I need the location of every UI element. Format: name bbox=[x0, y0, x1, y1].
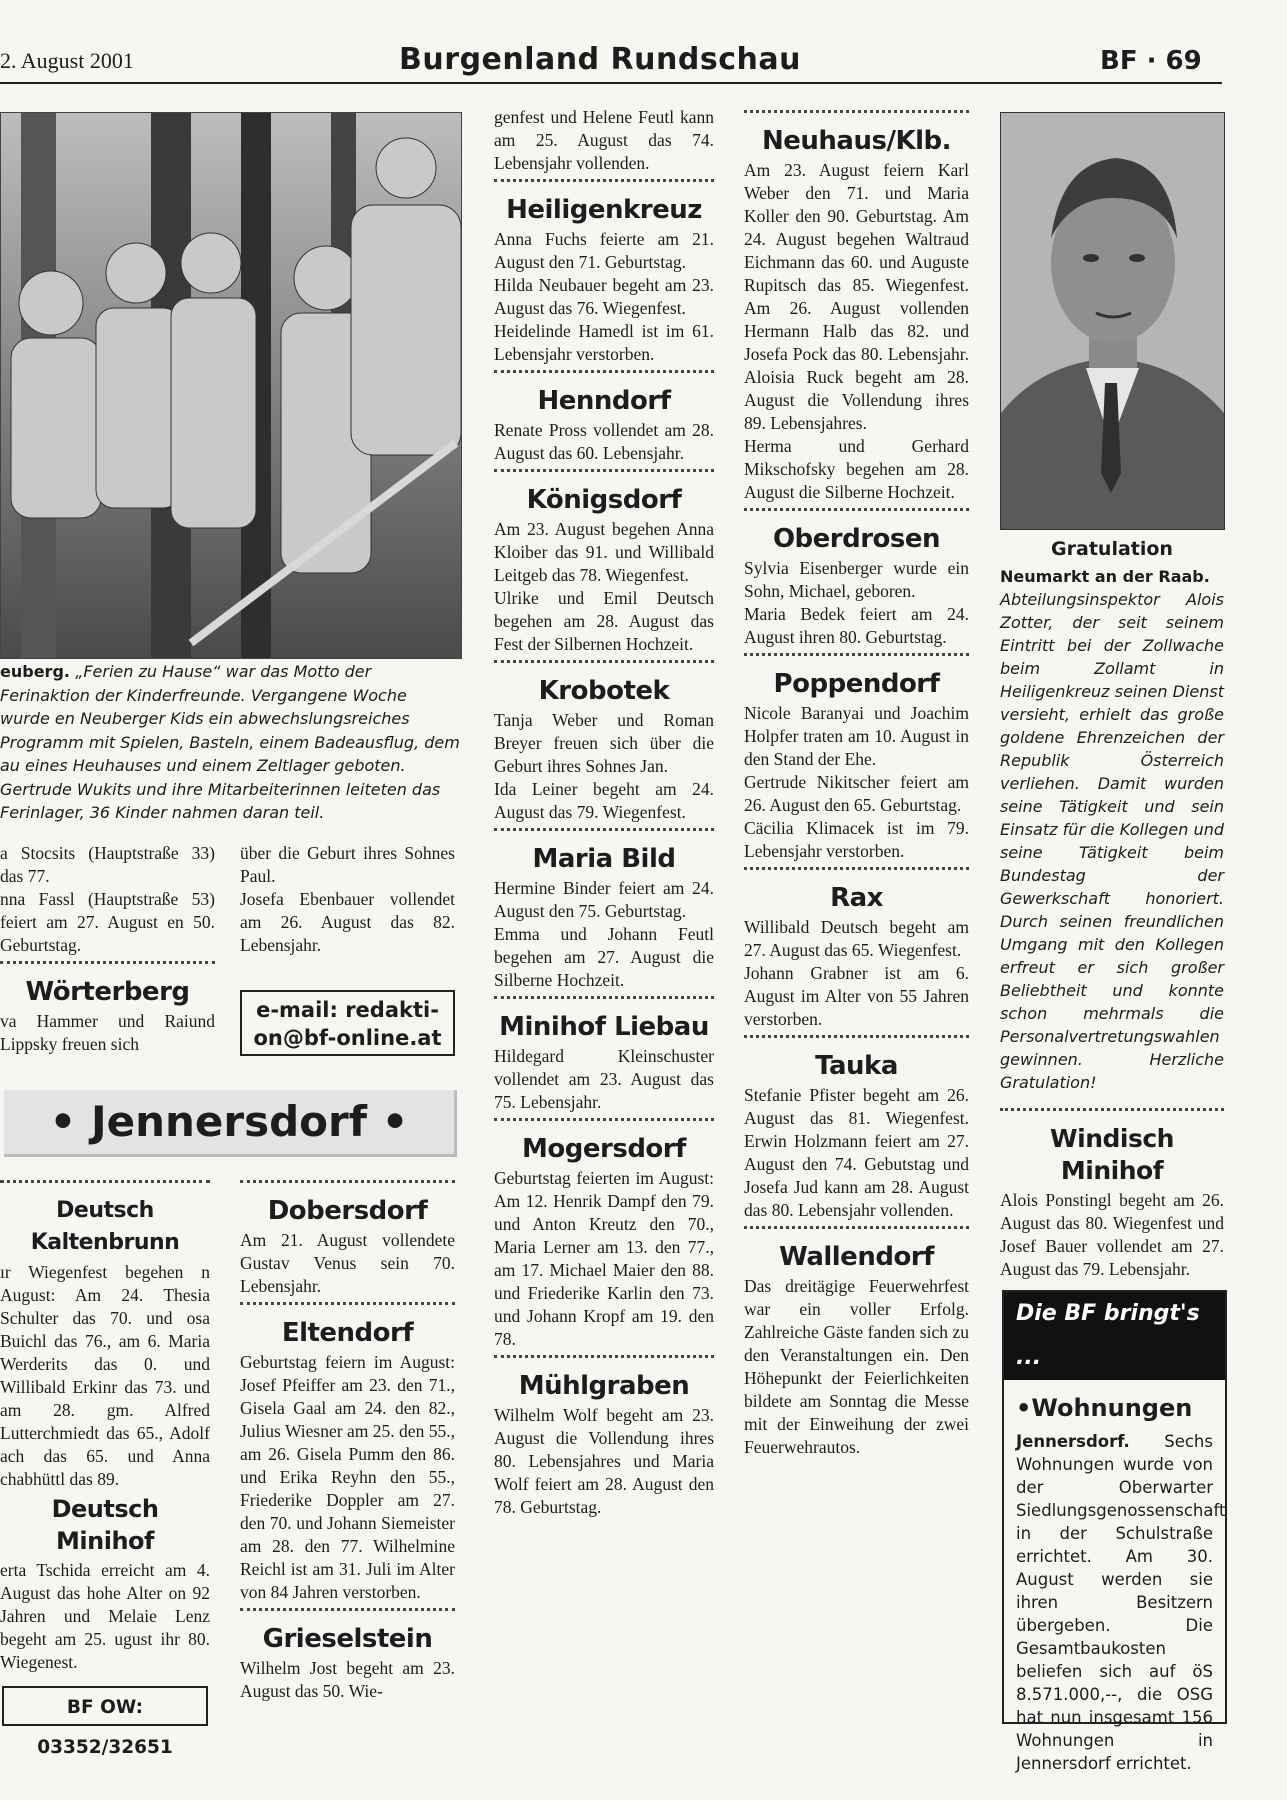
paragraph: Geburtstag feiern im August: Josef Pfeiffer am 23. den 71., Gisela Gaal am 24. den 82., Julius Wiesner am 25. den 55., am 26. Gisela Pumm den 86. und Erika Reyhn den 55., Friederike Doppler am 27. den 70. und Johann Siemeister am 28. den 77. Wilhelmine Reichl ist am 31. Juli im Alter von 84 Jahren verstorben. bbox=[240, 1352, 455, 1602]
dotted-separator bbox=[0, 961, 215, 974]
section-title-grieselstein: Grieselstein bbox=[262, 1624, 433, 1654]
section-title-dobersdorf: Dobersdorf bbox=[267, 1196, 428, 1226]
paragraph: Hermine Binder feiert am 24. August den 75. Geburtstag. bbox=[494, 878, 714, 921]
kids-photo bbox=[0, 112, 462, 659]
paragraph: Willibald Deutsch begeht am 27. August das 65. Wiegenfest. bbox=[744, 917, 969, 960]
section-title-oberdrosen: Oberdrosen bbox=[772, 524, 941, 554]
section-title-wallendorf: Wallendorf bbox=[779, 1242, 934, 1272]
paragraph: Das dreitägige Feuerwehrfest war ein voller Erfolg. Zahlreiche Gäste fanden sich zu den Veranstaltungen ein. Den Höhepunkt der Feierlichkeiten bildete am Sonntag die Messe mit der Einweihung der zwei Feuerwehrautos. bbox=[744, 1276, 969, 1457]
paragraph: Emma und Johann Feutl begehen am 27. August die Silberne Hochzeit. bbox=[494, 924, 714, 990]
jennersdorf-banner: • Jennersdorf • bbox=[4, 1090, 457, 1157]
section-title-neuhaus: Neuhaus/Klb. bbox=[762, 126, 951, 156]
paragraph: Ida Leiner begeht am 24. August das 79. Wiegenfest. bbox=[494, 779, 714, 822]
email-line-2: on@bf-online.at bbox=[253, 1026, 442, 1050]
section-title-muehlgraben: Mühlgraben bbox=[518, 1371, 690, 1401]
gratulation-title: Gratulation bbox=[1051, 538, 1173, 560]
issue-date: 2. August 2001 bbox=[0, 48, 134, 73]
dotted-separator bbox=[744, 110, 969, 123]
bf-box-text bbox=[1016, 1430, 1226, 1775]
paragraph: Am 21. August vollendete Gustav Venus sein 70. Lebensjahr. bbox=[240, 1230, 455, 1296]
paragraph: Ulrike und Emil Deutsch begehen am 28. August das Fest der Silbernen Hochzeit. bbox=[494, 588, 714, 654]
newspaper-title: Burgenland Rundschau bbox=[399, 42, 801, 77]
paragraph: Hildegard Kleinschuster vollendet am 23. August das 75. Lebensjahr. bbox=[494, 1046, 714, 1112]
dotted-separator bbox=[240, 1608, 455, 1621]
section-title-windisch-minihof: Windisch Minihof bbox=[1050, 1124, 1174, 1185]
section-title-eltendorf: Eltendorf bbox=[281, 1318, 414, 1348]
paragraph: Sylvia Eisenberger wurde ein Sohn, Michael, geboren. bbox=[744, 558, 969, 601]
paragraph: Am 23. August feiern Karl Weber den 71. und Maria Koller den 90. Geburtstag. Am 24. August begehen Waltraud Eichmann das 60. und Auguste Rupitsch das 85. Wiegenfest. Am 26. August vollenden Hermann Halb das 82. und Josefa Pock das 80. Lebensjahr. Aloisia Ruck begeht am 28. August die Vollendung ihres 89. Lebensjahres. bbox=[744, 160, 969, 433]
paragraph: Geburtstag feierten im August: Am 12. Henrik Dampf den 79. und Anton Kreutz den 70., Maria Lerner am 13. den 77., am 17. Michael Maier den 88. und Friederike Karlin den 73. und Johann Kropf am 19. den 78. bbox=[494, 1168, 714, 1349]
dotted-separator bbox=[494, 179, 714, 192]
dotted-separator bbox=[494, 1355, 714, 1368]
bf-box-header: Die BF bringt's ... bbox=[1004, 1292, 1225, 1380]
paragraph: Cäcilia Klimacek ist im 79. Lebensjahr verstorben. bbox=[744, 818, 969, 861]
paragraph: Wilhelm Wolf begeht am 23. August die Vollendung ihres 80. Lebensjahres und Maria Wolf feiert am 28. August den 78. Geburtstag. bbox=[494, 1405, 714, 1517]
paragraph: Stefanie Pfister begeht am 26. August das 81. Wiegenfest. Erwin Holzmann feiert am 27. August den 74. Gebutstag und Josefa Jud kann am 28. August das 80. Lebensjahr vollenden. bbox=[744, 1085, 969, 1220]
section-title-deutsch-kaltenbrunn: Deutsch Kaltenbrunn bbox=[30, 1198, 180, 1255]
section-title-poppendorf: Poppendorf bbox=[773, 669, 940, 699]
dotted-separator bbox=[744, 508, 969, 521]
column-4 bbox=[744, 106, 969, 1459]
paragraph: ır Wiegenfest begehen n August: Am 24. Thesia Schulter das 70. und osa Buichl das 76., am 6. Maria Werderits das 0. und Willibald Erkinr das 73. und am 28. gm. Alfred Lutterchmiedt das 65., Adolf ach das 65. und Anna chabhüttl das 89. bbox=[0, 1262, 210, 1489]
gratulation-text: Abteilungsinspektor Alois Zotter, der seit seinem Eintritt bei der Zollwache beim Zollamt in Heiligenkreuz seinen Dienst versieht, erhielt das große goldene Ehrenzeichen der Republik Österreich verliehen. Damit wurden seine Tätigkeit und sein Einsatz für die Kollegen und seine Tätigkeit beim Bundestag der Gewerkschaft honoriert. Durch seinen freundlichen Umgang mit den Kollegen erfreut er sich großer Beliebtheit und konnte schon mehrmals die Personalvertretungswahlen gewinnen. Herzliche Gratulation! bbox=[1000, 590, 1224, 1092]
section-title-minihof-liebau: Minihof Liebau bbox=[499, 1012, 709, 1042]
bf-box-place: Jennersdorf. bbox=[1016, 1432, 1130, 1451]
paragraph: Tanja Weber und Roman Breyer freuen sich über die Geburt ihres Sohnes Jan. bbox=[494, 710, 714, 776]
section-title-deutsch-minihof: Deutsch Minihof bbox=[51, 1495, 159, 1555]
paragraph: über die Geburt ihres Sohnes Paul. bbox=[240, 843, 455, 886]
paragraph: genfest und Helene Feutl kann am 25. August das 74. Lebensjahr vollenden. bbox=[494, 107, 714, 173]
section-title-maria-bild: Maria Bild bbox=[532, 844, 676, 874]
paragraph: Renate Pross vollendet am 28. August das 60. Lebensjahr. bbox=[494, 420, 714, 463]
paragraph: Herma und Gerhard Mikschofsky begehen am 28. August die Silberne Hochzeit. bbox=[744, 436, 969, 502]
paragraph: Gertrude Nikitscher feiert am 26. August den 65. Geburtstag. bbox=[744, 772, 969, 815]
dotted-separator bbox=[240, 1180, 455, 1193]
paragraph: Wilhelm Jost begeht am 23. August das 50. Wie- bbox=[240, 1658, 455, 1701]
page-number: BF · 69 bbox=[1100, 46, 1202, 76]
paragraph: Nicole Baranyai und Joachim Holpfer traten am 10. August in den Stand der Ehe. bbox=[744, 703, 969, 769]
gratulation-article bbox=[1000, 538, 1224, 1281]
portrait-photo bbox=[1000, 112, 1225, 530]
column-2-lower bbox=[240, 1176, 455, 1703]
column-1-upper bbox=[0, 842, 215, 1056]
paragraph: Anna Fuchs feierte am 21. August den 71. Geburtstag. bbox=[494, 229, 714, 272]
dotted-separator bbox=[0, 1180, 210, 1193]
section-title-krobotek: Krobotek bbox=[538, 676, 670, 706]
paragraph: Am 23. August begehen Anna Kloiber das 91. und Willibald Leitgeb das 78. Wiegenfest. bbox=[494, 519, 714, 585]
section-title-rax: Rax bbox=[830, 883, 883, 913]
caption-place: euberg. bbox=[0, 662, 70, 681]
column-2-upper bbox=[240, 842, 455, 957]
phone-box: BF OW: 03352/32651 bbox=[2, 1686, 208, 1726]
bf-bringts-box bbox=[1002, 1290, 1227, 1773]
section-title-henndorf: Henndorf bbox=[537, 386, 671, 416]
paragraph: erta Tschida erreicht am 4. August das hohe Alter on 92 Jahren und Melaie Lenz begeht am 25. ugust ihr 80. Wiegenest. bbox=[0, 1560, 210, 1672]
header-rule bbox=[0, 82, 1222, 84]
bf-box-subtitle: •Wohnungen bbox=[1016, 1394, 1193, 1422]
email-box bbox=[240, 990, 455, 1056]
email-line-1: e-mail: redakti- bbox=[256, 998, 439, 1022]
dotted-separator bbox=[494, 660, 714, 673]
section-title-woerterberg: Wörterberg bbox=[25, 977, 190, 1007]
paragraph: Josefa Ebenbauer vollendet am 26. August das 82. Lebensjahr. bbox=[240, 889, 455, 955]
paragraph: Johann Grabner ist am 6. August im Alter von 55 Jahren verstorben. bbox=[744, 963, 969, 1029]
dotted-separator bbox=[744, 867, 969, 880]
dotted-separator bbox=[494, 1118, 714, 1131]
dotted-separator bbox=[494, 370, 714, 383]
dotted-separator bbox=[744, 653, 969, 666]
paragraph: Maria Bedek feiert am 24. August ihren 80. Geburtstag. bbox=[744, 604, 969, 647]
gratulation-place: Neumarkt an der Raab. bbox=[1000, 567, 1210, 586]
dotted-separator bbox=[494, 828, 714, 841]
caption-text: „Ferien zu Hause“ war das Motto der Ferinaktion der Kinderfreunde. Vergangene Woche wurde en Neuberger Kids ein abwechslungsreiches Programm mit Spielen, Basteln, einem Badeausflug, dem au eines Heuhauses und einem Zeltlager geboten. Gertrude Wukits und ihre Mitarbeiterinnen leiteten das Ferinlager, 36 Kinder nahmen daran teil. bbox=[0, 662, 460, 822]
dotted-separator bbox=[744, 1226, 969, 1239]
paragraph: Heidelinde Hamedl ist im 61. Lebensjahr verstorben. bbox=[494, 321, 714, 364]
paragraph: nna Fassl (Hauptstraße 53) feiert am 27. August en 50. Geburtstag. bbox=[0, 889, 215, 955]
paragraph: a Stocsits (Hauptstraße 33) das 77. bbox=[0, 843, 215, 886]
dotted-separator bbox=[494, 469, 714, 482]
column-3 bbox=[494, 106, 714, 1519]
column-1-lower bbox=[0, 1176, 210, 1674]
section-title-koenigsdorf: Königsdorf bbox=[526, 485, 682, 515]
windisch-text: Alois Ponstingl begeht am 26. August das 80. Wiegenfest und Josef Bauer vollendet am 27. August das 79. Lebensjahr. bbox=[1000, 1190, 1224, 1279]
dotted-separator bbox=[494, 996, 714, 1009]
bf-box-body: Sechs Wohnungen wurde von der Oberwarter Siedlungsgenossenschaft in der Schulstraße errichtet. Am 30. August werden sie ihren Besitzern übergeben. Die Gesamtbaukosten beliefen sich auf öS 8.571.000,--, die OSG hat nun insgesamt 156 Wohnungen in Jennersdorf errichtet. bbox=[1016, 1432, 1226, 1773]
paragraph: Hilda Neubauer begeht am 23. August das 76. Wiegenfest. bbox=[494, 275, 714, 318]
dotted-separator bbox=[1000, 1108, 1224, 1121]
section-title-heiligenkreuz: Heiligenkreuz bbox=[506, 195, 702, 225]
paragraph: va Hammer und Raiund Lippsky freuen sich bbox=[0, 1011, 215, 1054]
photo-caption bbox=[0, 660, 460, 825]
section-title-tauka: Tauka bbox=[815, 1051, 898, 1081]
dotted-separator bbox=[744, 1035, 969, 1048]
dotted-separator bbox=[240, 1302, 455, 1315]
section-title-mogersdorf: Mogersdorf bbox=[522, 1134, 686, 1164]
